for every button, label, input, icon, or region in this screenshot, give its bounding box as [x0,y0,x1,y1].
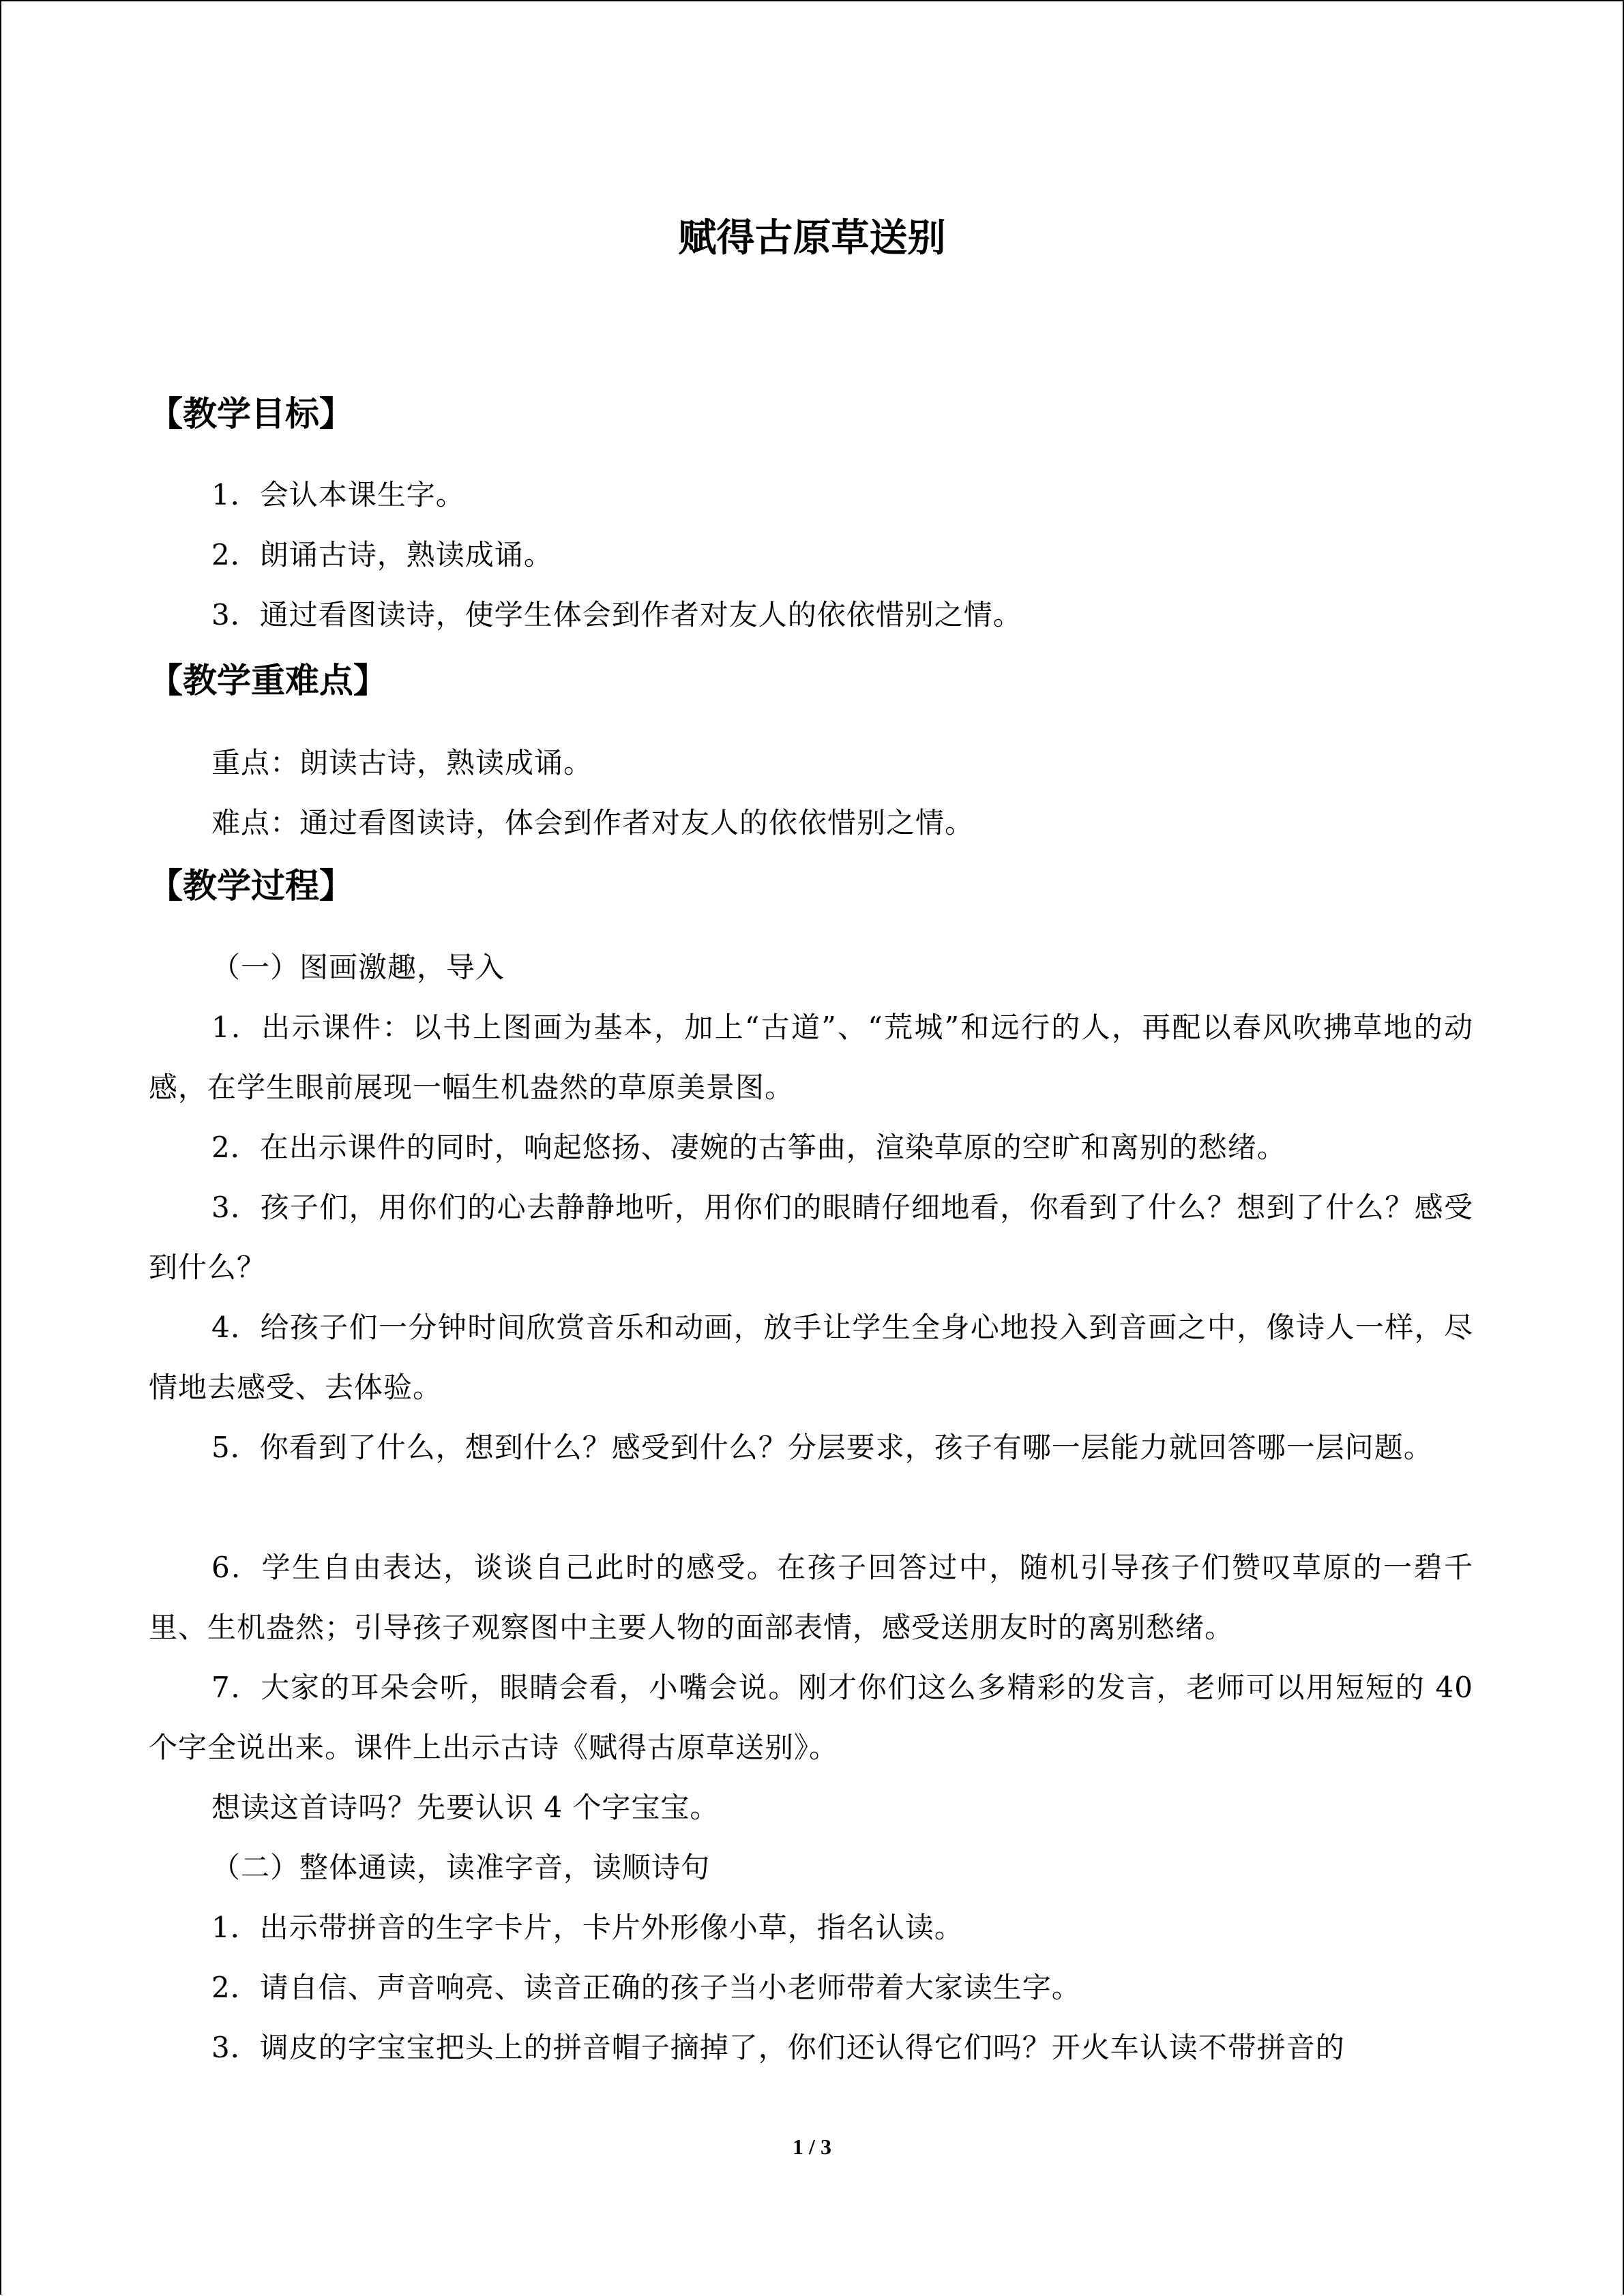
heading-objectives: 【教学目标】 [149,394,353,434]
process-paragraph: 3．调皮的字宝宝把头上的拼音帽子摘掉了，你们还认得它们吗？开火车认读不带拼音的 [211,2031,1345,2064]
subsection-title: （一）图画激趣，导入 [211,951,505,984]
process-paragraph: 想读这首诗吗？先要认识 4 个字宝宝。 [211,1791,720,1824]
objective-item: 3．通过看图读诗，使学生体会到作者对友人的依依惜别之情。 [211,598,1022,631]
objective-item: 1．会认本课生字。 [211,478,465,511]
heading-key-points: 【教学重难点】 [149,661,387,700]
key-point-item: 重点：朗读古诗，熟读成诵。 [211,746,593,779]
heading-process: 【教学过程】 [149,866,353,906]
process-paragraph: 2．在出示课件的同时，响起悠扬、凄婉的古筝曲，渲染草原的空旷和离别的愁绪。 [211,1131,1286,1164]
process-paragraph: 7．大家的耳朵会听，眼睛会看，小嘴会说。刚才你们这么多精彩的发言，老师可以用短短的 40 个字全说出来。课件上出示古诗《赋得古原草送别》。 [149,1671,1473,1764]
process-paragraph: 6．学生自由表达，谈谈自己此时的感受。在孩子回答过中，随机引导孩子们赞叹草原的一碧千里、生机盎然；引导孩子观察图中主要人物的面部表情，感受送朋友时的离别愁绪。 [149,1551,1473,1644]
process-paragraph: 4．给孩子们一分钟时间欣赏音乐和动画，放手让学生全身心地投入到音画之中，像诗人一样，尽情地去感受、去体验。 [149,1311,1473,1404]
key-point-item: 难点：通过看图读诗，体会到作者对友人的依依惜别之情。 [211,806,975,839]
page-number: 1 / 3 [793,2134,831,2159]
process-paragraph: 1．出示课件：以书上图画为基本，加上“古道”、“荒城”和远行的人，再配以春风吹拂草地的动感，在学生眼前展现一幅生机盎然的草原美景图。 [149,1011,1473,1104]
process-paragraph: 2．请自信、声音响亮、读音正确的孩子当小老师带着大家读生字。 [211,1971,1081,2004]
subsection-title: （二）整体通读，读准字音，读顺诗句 [211,1851,711,1884]
process-paragraph: 1．出示带拼音的生字卡片，卡片外形像小草，指名认读。 [211,1911,964,1944]
process-paragraph: 3．孩子们，用你们的心去静静地听，用你们的眼睛仔细地看，你看到了什么？想到了什么？感受到什么？ [149,1191,1473,1284]
objective-item: 2．朗诵古诗，熟读成诵。 [211,538,553,571]
document-title: 赋得古原草送别 [678,216,946,260]
process-paragraph: 5．你看到了什么，想到什么？感受到什么？分层要求，孩子有哪一层能力就回答哪一层问题。 [211,1431,1433,1464]
